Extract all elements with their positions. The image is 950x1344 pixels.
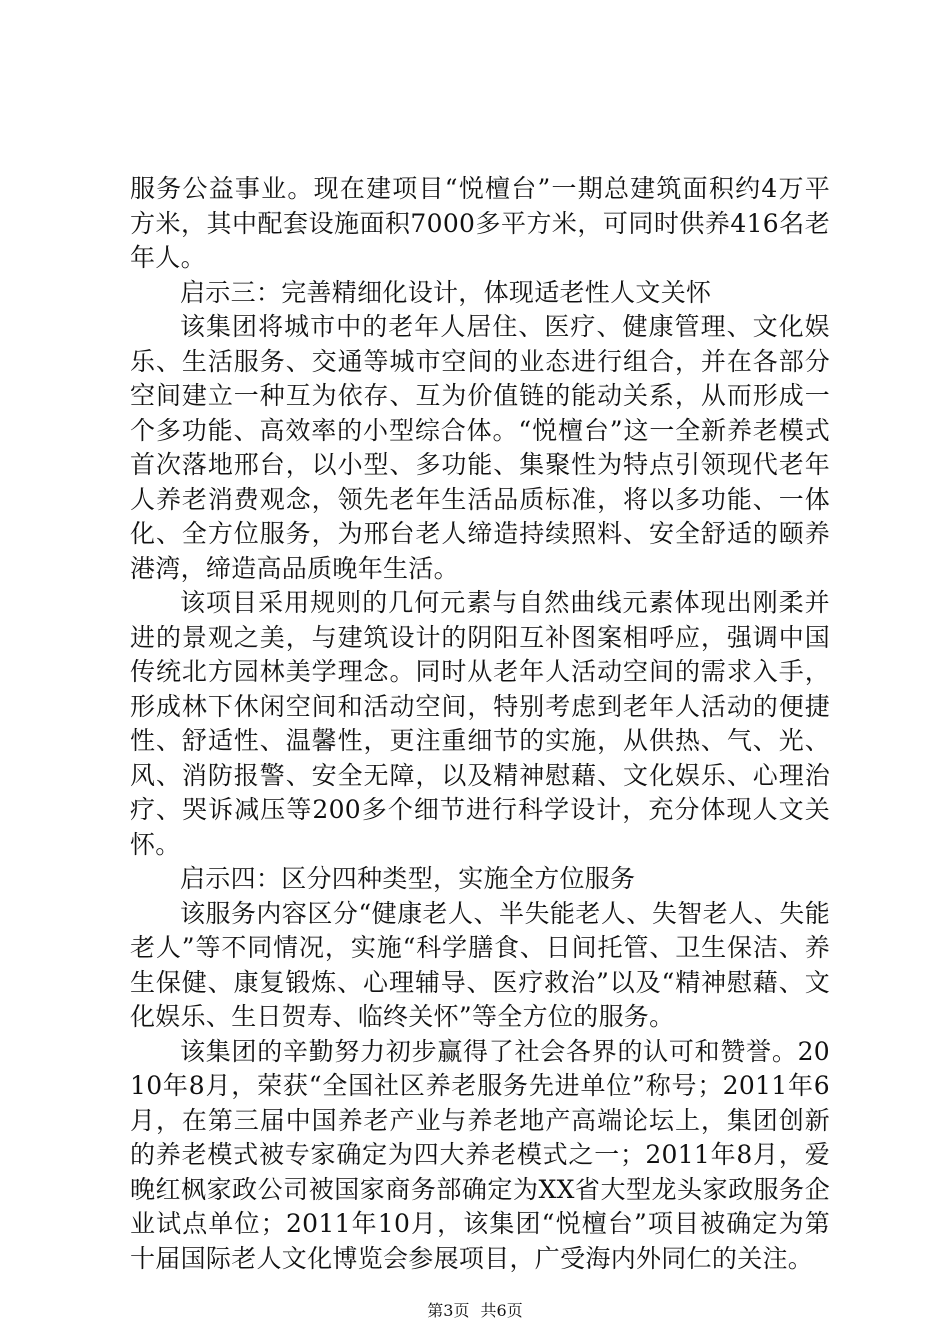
paragraph: 该集团的辛勤努力初步赢得了社会各界的认可和赞誉。2010年8月，荣获“全国社区养老服务先进单位”称号；2011年6月，在第三届中国养老产业与养老地产高端论坛上，集团创新的养老模式被专家确定为四大养老模式之一；2011年8月，爱晚红枫家政公司被国家商务部确定为XX省大型龙头家政服务企业试点单位；2011年10月，该集团“悦檀台”项目被确定为第十届国际老人文化博览会参展项目，广受海内外同仁的关注。 [130, 1036, 830, 1273]
paragraph: 该项目采用规则的几何元素与自然曲线元素体现出刚柔并进的景观之美，与建筑设计的阴阳互补图案相呼应，强调中国传统北方园林美学理念。同时从老年人活动空间的需求入手，形成林下休闲空间和活动空间，特别考虑到老年人活动的便捷性、舒适性、温馨性，更注重细节的实施，从供热、气、光、风、消防报警、安全无障，以及精神慰藉、文化娱乐、心理治疗、哭诉减压等200多个细节进行科学设计，充分体现人文关怀。 [130, 588, 830, 859]
page-number: 第3页 [427, 1301, 470, 1320]
page-footer [0, 1298, 950, 1321]
section-heading-3: 启示三：完善精细化设计，体现适老性人文关怀 [180, 277, 712, 307]
paragraph-continuation: 服务公益事业。现在建项目“悦檀台”一期总建筑面积约4万平方米，其中配套设施面积7000多平方米，可同时供养416名老年人。 [130, 174, 830, 272]
paragraph: 该集团将城市中的老年人居住、医疗、健康管理、文化娱乐、生活服务、交通等城市空间的业态进行组合，并在各部分空间建立一种互为依存、互为价值链的能动关系，从而形成一个多功能、高效率的小型综合体。“悦檀台”这一全新养老模式首次落地邢台，以小型、多功能、集聚性为特点引领现代老年人养老消费观念，领先老年生活品质标准，将以多功能、一体化、全方位服务，为邢台老人缔造持续照料、安全舒适的颐养港湾，缔造高品质晚年生活。 [130, 312, 830, 583]
paragraph: 该服务内容区分“健康老人、半失能老人、失智老人、失能老人”等不同情况，实施“科学膳食、日间托管、卫生保洁、养生保健、康复锻炼、心理辅导、医疗救治”以及“精神慰藉、文化娱乐、生日贺寿、临终关怀”等全方位的服务。 [130, 898, 830, 1031]
page-total: 共6页 [480, 1301, 523, 1320]
section-heading-4: 启示四：区分四种类型，实施全方位服务 [180, 864, 636, 893]
document-body [130, 172, 830, 1276]
